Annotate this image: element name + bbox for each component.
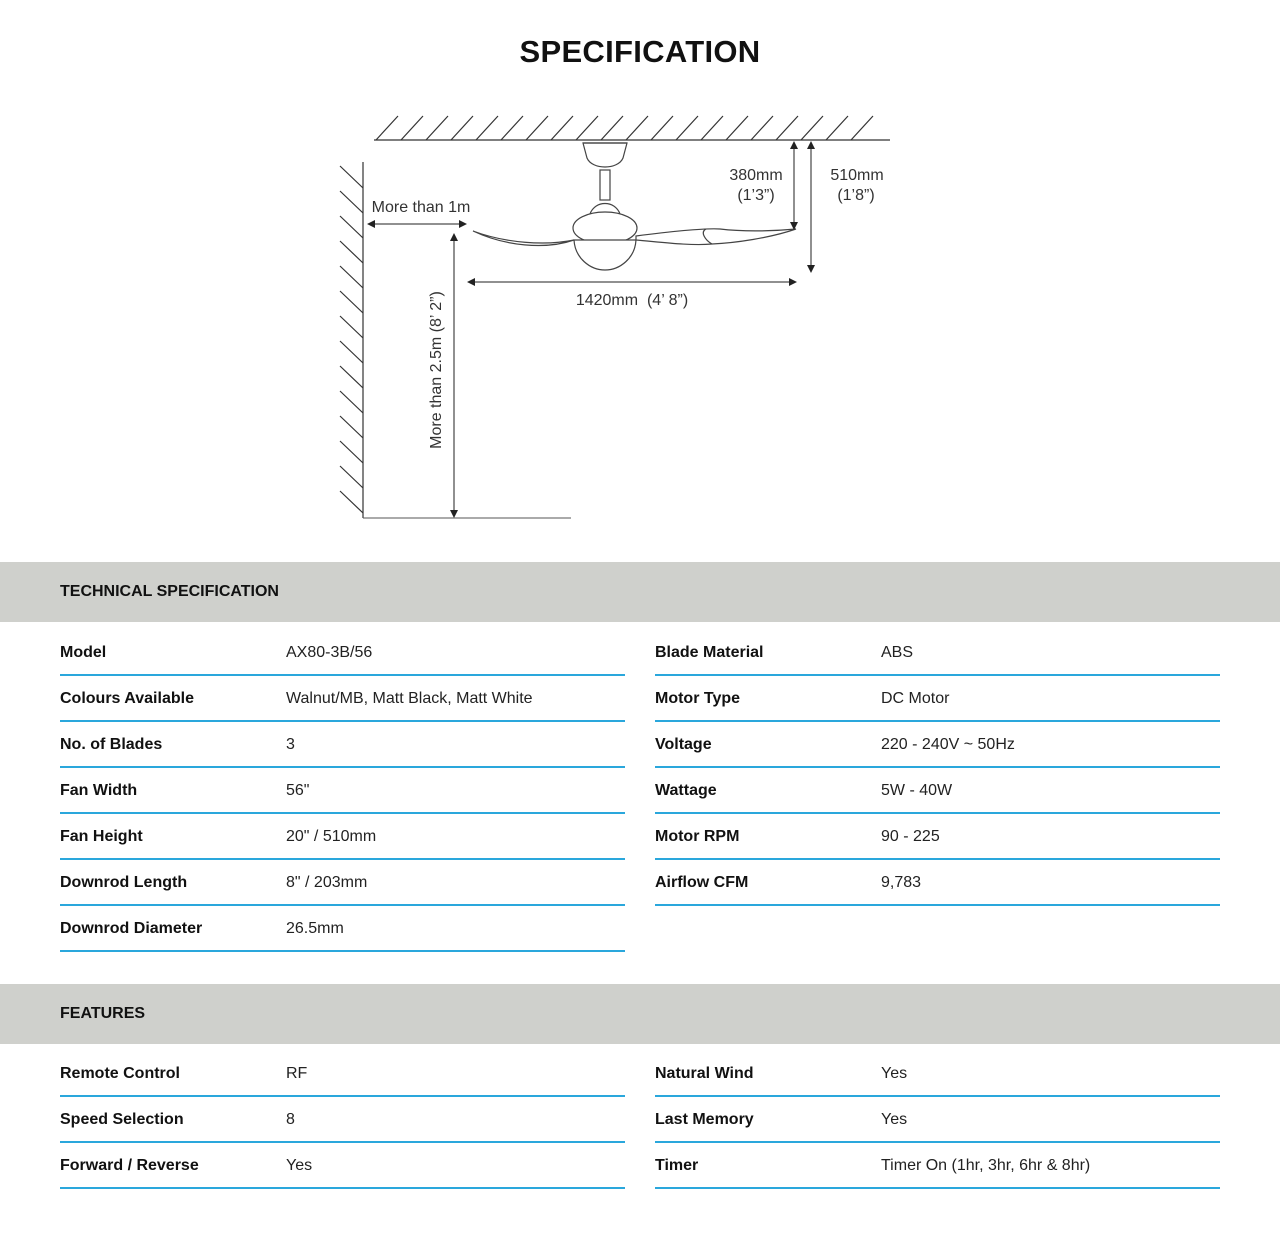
feature-row (655, 1051, 1220, 1097)
total-height-imperial-label: (1’8”) (837, 187, 875, 204)
feature-label: Natural Wind (655, 1065, 754, 1082)
page-title: SPECIFICATION (519, 34, 761, 69)
spec-value: 220 - 240V ~ 50Hz (881, 736, 1015, 753)
feature-label: Last Memory (655, 1111, 754, 1128)
spec-value: 20" / 510mm (286, 828, 377, 845)
feature-value: Yes (881, 1065, 908, 1082)
technical-spec-title: TECHNICAL SPECIFICATION (60, 583, 279, 600)
spec-value: AX80-3B/56 (286, 644, 373, 661)
features-right-column (655, 1051, 1220, 1189)
spec-label: Colours Available (60, 690, 194, 707)
spec-label: Airflow CFM (655, 874, 749, 891)
floor-distance-label: More than 2.5m (8’ 2”) (428, 291, 445, 449)
feature-value: Yes (286, 1157, 313, 1174)
feature-value: 8 (286, 1111, 295, 1128)
spec-row (655, 676, 1220, 722)
feature-label: Remote Control (60, 1065, 180, 1082)
blade-height-label: 380mm (729, 167, 783, 184)
wall-distance-label: More than 1m (371, 199, 471, 216)
feature-row (655, 1097, 1220, 1143)
spec-row (655, 630, 1220, 676)
spec-label: Motor Type (655, 690, 741, 707)
spec-value: 9,783 (881, 874, 922, 891)
spec-label: Fan Height (60, 828, 143, 845)
ceiling-fan-drawing (473, 143, 796, 270)
feature-value: Yes (881, 1111, 908, 1128)
spec-row (60, 768, 625, 814)
features-title: FEATURES (60, 1005, 146, 1022)
spec-value: 5W - 40W (881, 782, 953, 799)
spec-row (60, 676, 625, 722)
spec-value: 8" / 203mm (286, 874, 368, 891)
spec-row (655, 722, 1220, 768)
spec-value: 3 (286, 736, 295, 753)
feature-value: Timer On (1hr, 3hr, 6hr & 8hr) (881, 1157, 1091, 1174)
blade-height-imperial-label: (1’3”) (737, 187, 775, 204)
feature-row (60, 1143, 625, 1189)
spec-label: No. of Blades (60, 736, 163, 753)
spec-label: Blade Material (655, 644, 764, 661)
spec-row (655, 860, 1220, 906)
feature-label: Forward / Reverse (60, 1157, 199, 1174)
technical-spec-right-column (655, 630, 1220, 906)
ceiling (374, 116, 890, 140)
technical-spec-header (0, 562, 1280, 622)
feature-row (60, 1097, 625, 1143)
features-header (0, 984, 1280, 1044)
installation-diagram (0, 0, 1280, 560)
spec-row (60, 814, 625, 860)
spec-value: 26.5mm (286, 920, 344, 937)
spec-label: Wattage (655, 782, 717, 799)
spec-row (655, 768, 1220, 814)
spec-value: 90 - 225 (881, 828, 940, 845)
spec-label: Motor RPM (655, 828, 740, 845)
spec-value: DC Motor (881, 690, 950, 707)
spec-label: Voltage (655, 736, 712, 753)
spec-row (60, 722, 625, 768)
spec-row (60, 630, 625, 676)
spec-value: ABS (881, 644, 914, 661)
feature-label: Speed Selection (60, 1111, 184, 1128)
spec-label: Model (60, 644, 107, 661)
spec-value: 56" (286, 782, 310, 799)
spec-value: Walnut/MB, Matt Black, Matt White (286, 690, 533, 707)
spec-label: Downrod Length (60, 874, 188, 891)
feature-row (60, 1051, 625, 1097)
total-height-label: 510mm (830, 167, 884, 184)
spec-row (60, 860, 625, 906)
feature-row (655, 1143, 1220, 1189)
spec-label: Fan Width (60, 782, 138, 799)
spec-row (60, 906, 625, 952)
technical-spec-left-column (60, 630, 625, 952)
feature-value: RF (286, 1065, 308, 1082)
fan-span-label: 1420mm (4’ 8”) (575, 292, 689, 309)
spec-label: Downrod Diameter (60, 920, 203, 937)
spec-row (655, 814, 1220, 860)
features-left-column (60, 1051, 625, 1189)
wall (340, 162, 363, 518)
feature-label: Timer (655, 1157, 699, 1174)
